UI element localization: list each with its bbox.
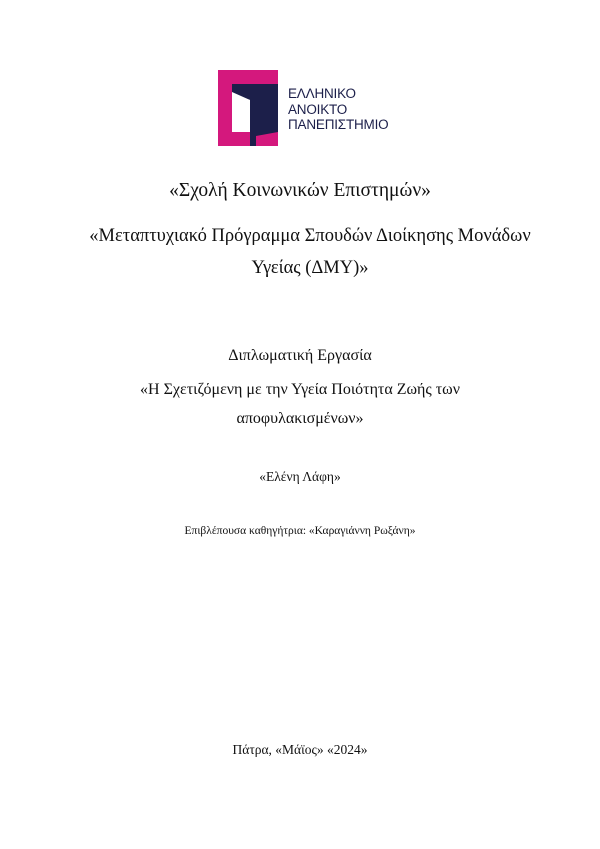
program-name-line-1: «Μεταπτυχιακό Πρόγραμμα Σπουδών Διοίκησης Μονάδων [89,226,531,246]
eap-logo-icon [218,70,282,146]
thesis-type: Διπλωματική Εργασία [228,347,372,364]
logo-line-2: ΑΝΟΙΚΤΟ [288,101,348,117]
logo-line-3: ΠΑΝΕΠΙΣΤΗΜΙΟ [288,117,389,132]
thesis-title-line-2: αποφυλακισμένων» [236,410,364,427]
school-name: «Σχολή Κοινωνικών Επιστημών» [169,180,431,201]
thesis-title-line-1: «Η Σχετιζόμενη με την Υγεία Ποιότητα Ζωής των [140,381,460,398]
program-name-line-2: Υγείας (ΔΜΥ)» [251,258,369,278]
university-logo [218,70,408,146]
logo-wordmark [288,86,388,133]
logo-line-1: ΕΛΛΗΝΙΚΟ [288,86,356,101]
supervisor: Επιβλέπουσα καθηγήτρια: «Καραγιάννη Ρωξάνη» [184,525,416,537]
place-and-date: Πάτρα, «Μάϊος» «2024» [232,742,368,757]
author-name: «Ελένη Λάφη» [259,469,341,484]
